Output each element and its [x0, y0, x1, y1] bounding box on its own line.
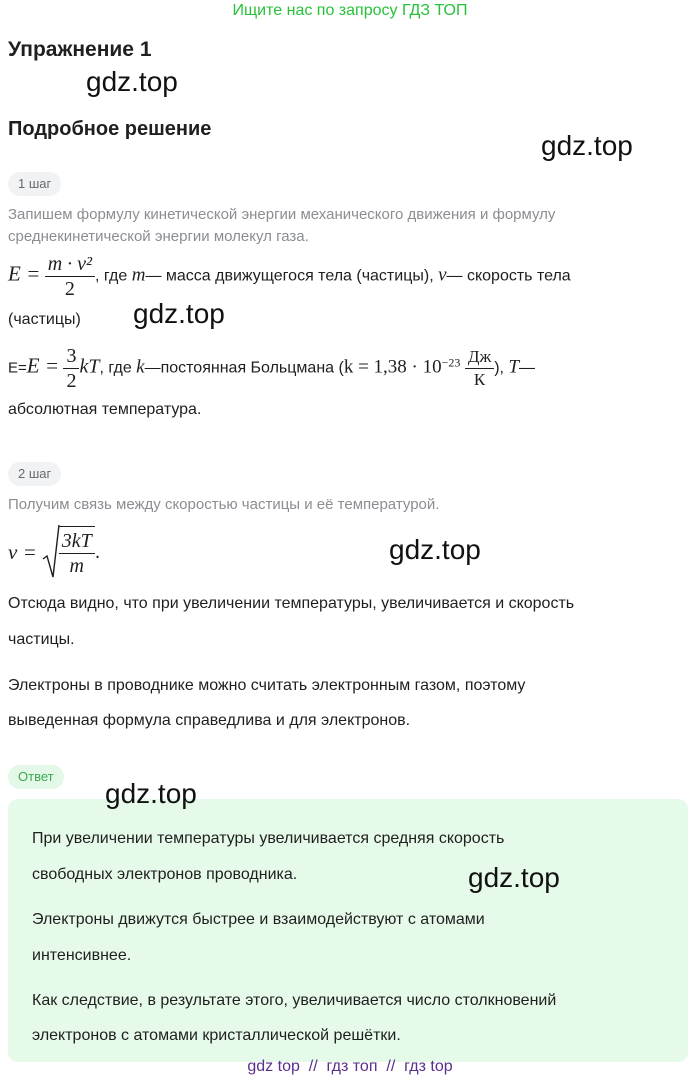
footer-links[interactable]: gdz top // гдз топ // гдз top — [247, 1058, 453, 1075]
watermark: gdz.top — [389, 534, 481, 565]
paragraph-line: выведенная формула справедлива и для электронов. — [8, 712, 411, 729]
answer-line: Как следствие, в результате этого, увеличивается число столкновений — [32, 992, 557, 1009]
formula-lhs: E = — [26, 353, 60, 378]
fraction-denominator: 2 — [66, 370, 77, 392]
text: — масса движущегося тела (частицы), — [145, 267, 439, 285]
fraction — [59, 526, 95, 578]
fraction — [45, 252, 95, 301]
search-banner: Ищите нас по запросу ГДЗ ТОП — [232, 2, 468, 19]
fraction — [63, 344, 79, 393]
sqrt-icon — [41, 523, 61, 581]
text: , где — [99, 359, 137, 377]
exercise-title: Упражнение 1 — [8, 38, 152, 61]
answer-line: свободных электронов проводника. — [32, 866, 298, 883]
unit-numerator: Дж — [465, 346, 494, 369]
fraction-numerator: m · v² — [45, 252, 95, 277]
watermark: gdz.top — [468, 862, 560, 893]
text: . — [94, 540, 101, 563]
boltzmann-value: k = 1,38 · 10 — [343, 356, 442, 378]
paragraph-line: Электроны в проводнике можно считать электронным газом, поэтому — [8, 677, 526, 694]
unit-fraction — [465, 346, 494, 391]
watermark: gdz.top — [105, 778, 197, 809]
answer-badge: Ответ — [8, 765, 64, 789]
formula-lhs: v = — [8, 539, 37, 564]
text: — — [519, 359, 536, 377]
var-T: T — [508, 356, 520, 378]
text: ), — [494, 359, 509, 377]
text: E= — [8, 359, 27, 377]
text: , где — [95, 267, 132, 285]
answer-line: электронов с атомами кристаллической решётки. — [32, 1027, 401, 1044]
formula-2-continuation: абсолютная температура. — [8, 401, 202, 418]
step-2-badge: 2 шаг — [8, 462, 61, 486]
step-2-intro: Получим связь между скоростью частицы и её температурой. — [8, 496, 440, 513]
var-kT: kT — [79, 355, 100, 378]
watermark: gdz.top — [86, 66, 178, 97]
formula-velocity — [8, 522, 100, 582]
formula-kinetic-energy — [8, 252, 571, 301]
text: —постоянная Больцмана ( — [144, 359, 344, 377]
paragraph-line: частицы. — [8, 631, 75, 648]
exponent: −23 — [441, 355, 461, 370]
formula-mean-kinetic-energy — [8, 344, 535, 393]
fraction-denominator: m — [69, 555, 84, 577]
answer-line: интенсивнее. — [32, 947, 132, 964]
fraction-denominator: 2 — [64, 278, 75, 300]
step-1-badge: 1 шаг — [8, 172, 61, 196]
formula-lhs: E = — [8, 261, 41, 286]
fraction-numerator: 3kT — [59, 529, 95, 554]
solution-title: Подробное решение — [8, 118, 212, 140]
unit-denominator: К — [473, 370, 486, 389]
fraction-numerator: 3 — [63, 344, 79, 369]
var-v: v — [438, 264, 447, 286]
watermark: gdz.top — [541, 130, 633, 161]
watermark: gdz.top — [133, 298, 225, 329]
var-k: k — [136, 356, 145, 378]
answer-line: При увеличении температуры увеличивается средняя скорость — [32, 830, 505, 847]
answer-line: Электроны движутся быстрее и взаимодействуют с атомами — [32, 911, 485, 928]
text: — скорость тела — [446, 267, 571, 285]
var-m: m — [131, 264, 146, 286]
paragraph-line: Отсюда видно, что при увеличении температуры, увеличивается и скорость — [8, 595, 575, 612]
step-1-intro: Запишем формулу кинетической энергии механического движения и формулу среднекинетической энергии молекул газа. — [8, 206, 556, 245]
formula-1-continuation: (частицы) — [8, 311, 81, 328]
